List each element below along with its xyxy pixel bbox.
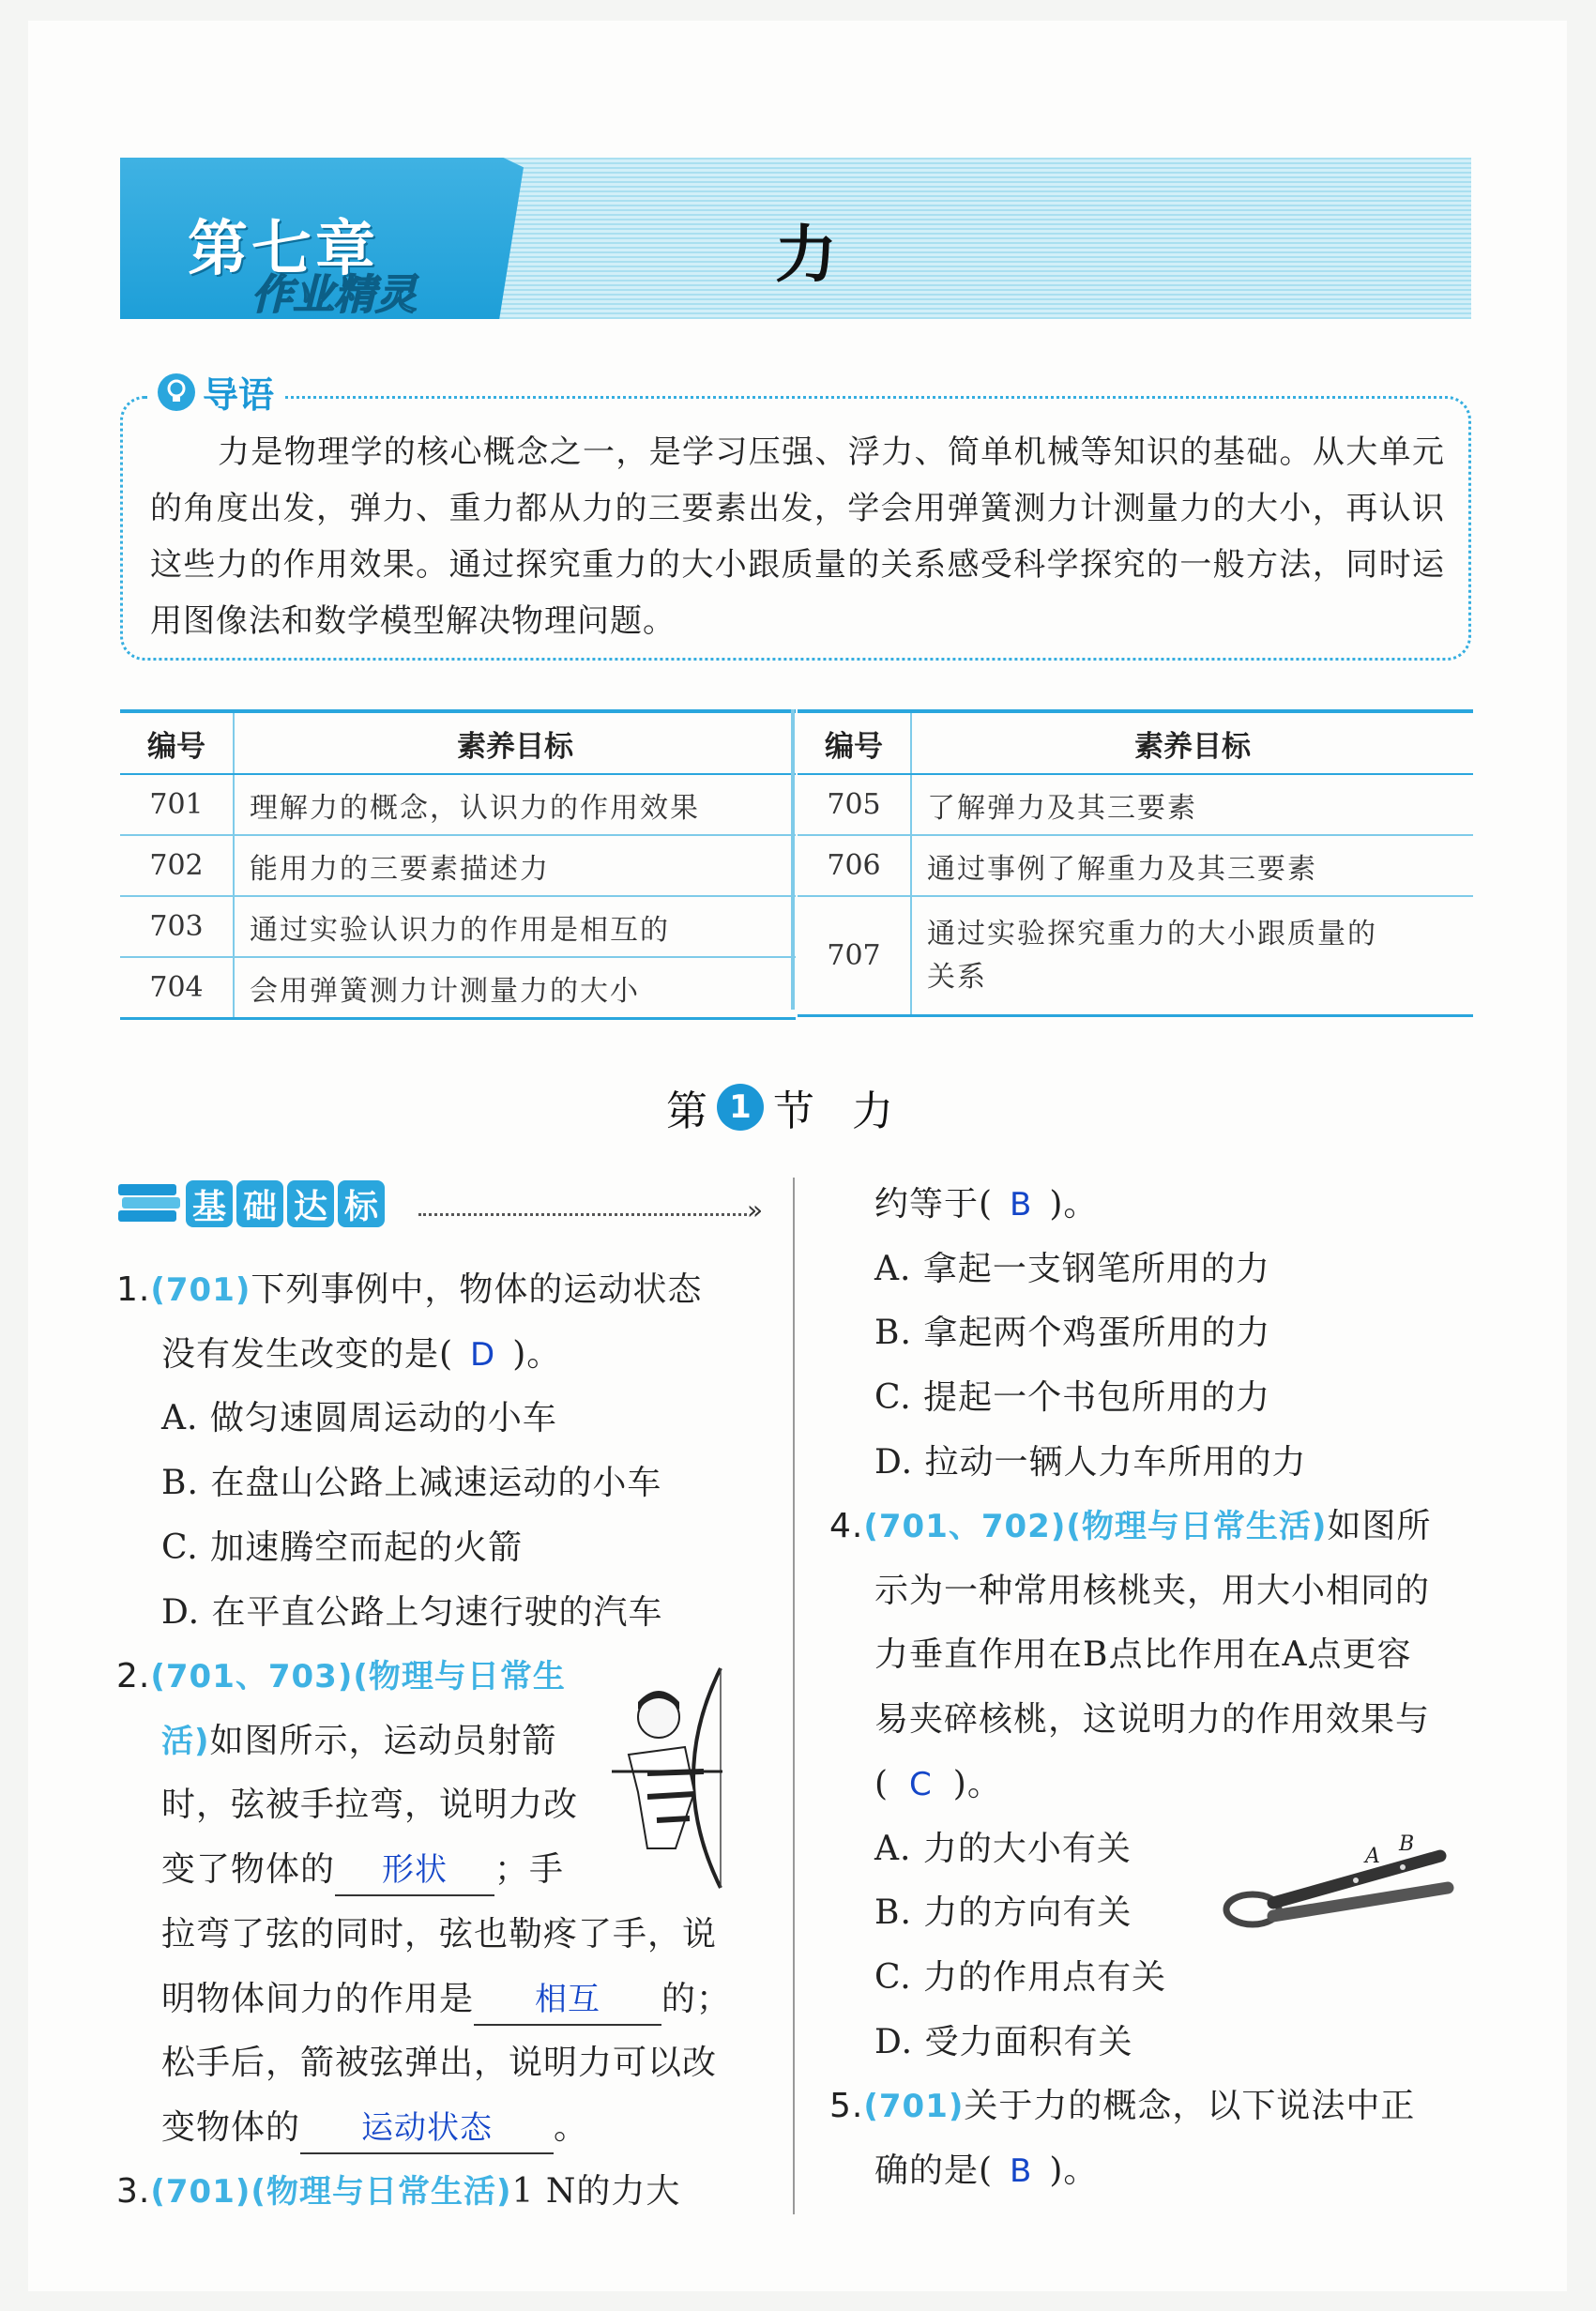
answer: C (909, 1765, 933, 1803)
question-3-continued (829, 1173, 1306, 1496)
answer-blank: 运动状态 (300, 2104, 554, 2154)
question-5 (829, 2075, 1415, 2203)
table-row (120, 835, 796, 896)
option: A. 拿起一支钢笔所用的力 (874, 1249, 1270, 1288)
question-text: )。 (1049, 1185, 1099, 1224)
question-text: ；手 (494, 1850, 565, 1890)
question-text: 示为一种常用核桃夹，用大小相同的 (874, 1571, 1431, 1610)
question-text: )。 (512, 1334, 562, 1374)
chapter-title: 力 (775, 218, 837, 291)
basics-dotted-line (418, 1213, 747, 1216)
option: C. 加速腾空而起的火箭 (161, 1528, 524, 1567)
lightbulb-icon (158, 373, 195, 411)
question-3 (116, 2160, 680, 2225)
chapter-watermark: 作业精灵 (251, 271, 417, 319)
table-row (120, 774, 796, 835)
header-id: 编号 (120, 711, 234, 774)
question-number: 1. (116, 1270, 151, 1309)
table-row (798, 896, 1473, 1016)
basics-heading (118, 1180, 385, 1227)
intro-heading (150, 366, 285, 418)
goal-id: 705 (798, 774, 911, 835)
archer-figure (610, 1661, 741, 1895)
goal-text (911, 896, 1473, 1016)
intro-heading-text: 导语 (203, 374, 275, 416)
answer-blank: 形状 (335, 1846, 494, 1896)
goal-text: 通过实验认识力的作用是相互的 (234, 896, 796, 957)
header-id: 编号 (798, 711, 911, 774)
question-number: 3. (116, 2172, 151, 2211)
question-tag: (701) (150, 1271, 251, 1309)
option: A. 力的大小有关 (874, 1829, 1132, 1868)
option: D. 在平直公路上匀速行驶的汽车 (161, 1592, 663, 1632)
goal-id: 706 (798, 835, 911, 896)
column-divider (793, 1178, 795, 2214)
option: A. 做匀速圆周运动的小车 (161, 1399, 557, 1438)
option: C. 提起一个书包所用的力 (874, 1378, 1271, 1418)
question-text: 如图所 (1327, 1507, 1432, 1545)
question-number: 2. (116, 1657, 151, 1695)
question-tag: (701、702)(物理与日常生活) (863, 1508, 1328, 1545)
question-text: 的； (661, 1979, 732, 2018)
question-text: 时，弦被手拉弯，说明力改 (161, 1786, 579, 1825)
answer: D (470, 1335, 496, 1374)
nutcracker-figure (1215, 1811, 1468, 1952)
basics-char: 基 (186, 1180, 233, 1227)
table-header-row (120, 711, 796, 774)
goal-id: 703 (120, 896, 234, 957)
basics-char: 础 (236, 1180, 283, 1227)
goal-id: 707 (798, 896, 911, 1016)
goal-text: 理解力的概念，认识力的作用效果 (234, 774, 796, 835)
double-chevron-icon: » (747, 1194, 764, 1225)
question-text: 没有发生改变的是( (161, 1334, 454, 1374)
option: B. 力的方向有关 (874, 1893, 1132, 1933)
goal-text: 会用弹簧测力计测量力的大小 (234, 957, 796, 1019)
table-divider (791, 709, 795, 1010)
question-text: 易夹碎核桃，这说明力的作用效果与 (874, 1700, 1431, 1740)
question-text: 1 N的力大 (511, 2172, 681, 2211)
question-text: )。 (952, 1764, 1002, 1803)
goal-id: 702 (120, 835, 234, 896)
header-goal: 素养目标 (234, 711, 796, 774)
question-text: ( (874, 1764, 889, 1803)
goal-id: 701 (120, 774, 234, 835)
question-text: 明物体间力的作用是 (161, 1979, 475, 2018)
question-text: 确的是( (874, 2151, 994, 2190)
goal-text-line1: 通过实验探究重力的大小跟质量的 (927, 917, 1377, 950)
table-row (120, 896, 796, 957)
point-b-label: B (1399, 1832, 1415, 1856)
table-row (798, 774, 1473, 835)
answer: B (1010, 1186, 1033, 1224)
basics-char: 标 (338, 1180, 385, 1227)
question-number: 5. (829, 2087, 864, 2125)
basics-char: 达 (287, 1180, 334, 1227)
section-name: 力 (852, 1087, 893, 1135)
chapter-number: 第七章 (188, 214, 379, 284)
option: D. 拉动一辆人力车所用的力 (874, 1442, 1307, 1482)
question-tag: (701、703)(物理与日常生 (150, 1658, 566, 1695)
question-4 (829, 1495, 1431, 2075)
goal-text: 能用力的三要素描述力 (234, 835, 796, 896)
question-1 (116, 1258, 702, 1645)
answer: B (1010, 2151, 1033, 2190)
question-tag: (701)(物理与日常生活) (150, 2173, 512, 2211)
goal-text: 了解弹力及其三要素 (911, 774, 1473, 835)
question-tag: 活) (161, 1722, 210, 1760)
question-text: 。 (554, 2107, 589, 2147)
question-text: 下列事例中，物体的运动状态 (251, 1270, 703, 1309)
section-prefix: 第 (666, 1087, 707, 1135)
table-row (798, 835, 1473, 896)
table-row (120, 957, 796, 1019)
question-text: 变了物体的 (161, 1850, 336, 1890)
question-tag: (701) (863, 2088, 965, 2125)
intro-text: 力是物理学的核心概念之一，是学习压强、浮力、简单机械等知识的基础。从大单元的角度出发，弹力、重力都从力的三要素出发，学会用弹簧测力计测量力的大小，再认识这些力的作用效果。通过探究重力的大小跟质量的关系感受科学探究的一般方法，同时运用图像法和数学模型解决物理问题。 (150, 433, 1445, 640)
goal-text-line2: 关系 (927, 960, 987, 994)
table-header-row (798, 711, 1473, 774)
option: B. 拿起两个鸡蛋所用的力 (874, 1314, 1271, 1353)
question-text: 松手后，箭被弦弹出，说明力可以改 (161, 2044, 718, 2083)
option: D. 受力面积有关 (874, 2022, 1133, 2061)
option: C. 力的作用点有关 (874, 1957, 1167, 1997)
question-number: 4. (829, 1507, 864, 1545)
question-text: 拉弯了弦的同时，弦也勒疼了手，说 (161, 1914, 718, 1954)
question-text: 变物体的 (161, 2107, 301, 2147)
question-text: 约等于( (874, 1185, 994, 1224)
section-title (666, 1077, 893, 1137)
section-suffix: 节 (773, 1087, 814, 1135)
header-goal: 素养目标 (911, 711, 1473, 774)
goal-text: 通过事例了解重力及其三要素 (911, 835, 1473, 896)
goals-table-right (798, 709, 1473, 1017)
goals-table-left (120, 709, 796, 1020)
section-number: 1 (717, 1084, 764, 1131)
point-a-label: A (1365, 1845, 1380, 1868)
question-text: 力垂直作用在B点比作用在A点更容 (874, 1635, 1412, 1675)
books-icon (118, 1182, 180, 1225)
goal-id: 704 (120, 957, 234, 1019)
basics-badge (186, 1180, 385, 1227)
question-text: )。 (1049, 2151, 1099, 2190)
question-text: 关于力的概念，以下说法中正 (964, 2087, 1416, 2125)
option: B. 在盘山公路上减速运动的小车 (161, 1464, 662, 1503)
answer-blank: 相互 (474, 1975, 661, 2026)
question-text: 如图所示，运动员射箭 (209, 1721, 557, 1760)
